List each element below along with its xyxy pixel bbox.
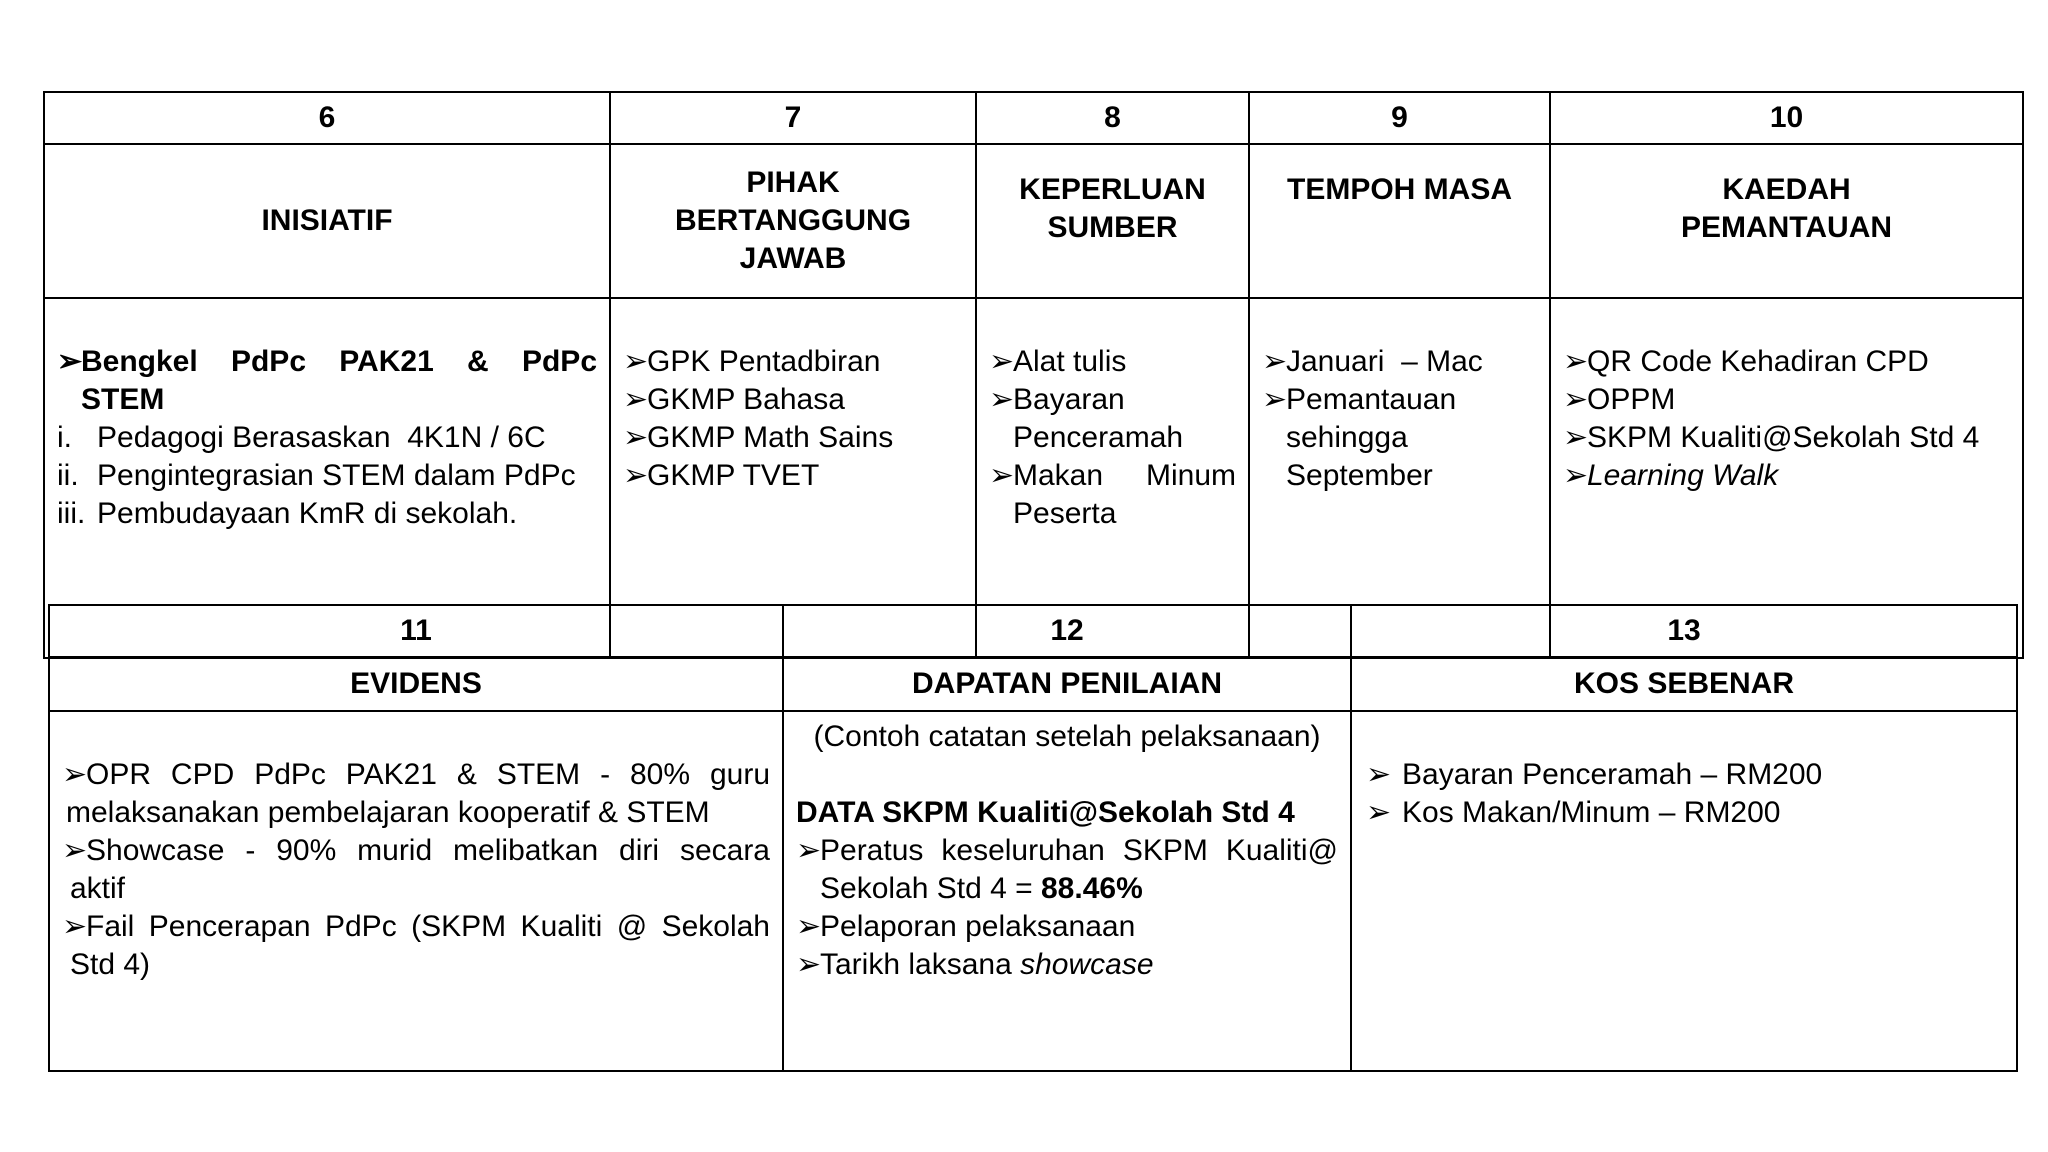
initiative-title: STEM <box>81 383 165 416</box>
arrow-bullet-icon: ➢ <box>623 421 649 454</box>
header-kaedah-pemantauan <box>1550 144 2023 298</box>
header-inisiatif <box>44 144 610 298</box>
list-item <box>1563 419 2010 457</box>
list-item <box>1563 343 2010 381</box>
col-number: 11 <box>49 605 783 657</box>
arrow-bullet-icon: ➢ <box>989 345 1015 378</box>
col-number: 13 <box>1351 605 2017 657</box>
header-keperluan-sumber <box>976 144 1249 298</box>
list-item <box>796 832 1338 908</box>
item-text: September <box>1286 459 1433 492</box>
list-item <box>62 832 770 908</box>
column-number-row <box>49 605 2017 657</box>
arrow-bullet-icon: ➢ <box>989 459 1015 492</box>
col-number: 10 <box>1550 92 2023 144</box>
header-text: JAWAB <box>739 242 847 275</box>
item-text: Pengintegrasian STEM dalam PdPc <box>97 459 576 492</box>
item-text: GKMP Math Sains <box>647 421 894 454</box>
list-item <box>62 756 770 794</box>
list-item <box>1563 457 2010 495</box>
cell-dapatan <box>783 711 1351 1071</box>
item-text: Alat tulis <box>1013 345 1127 378</box>
header-tempoh-masa <box>1249 144 1550 298</box>
arrow-bullet-icon: ➢ <box>796 910 822 943</box>
item-text: Kos Makan/Minum – RM200 <box>1402 796 1781 829</box>
item-numeral: ii. <box>57 459 79 492</box>
arrow-bullet-icon: ➢ <box>989 383 1015 416</box>
arrow-bullet-icon: ➢ <box>1366 796 1392 829</box>
cell-evidens <box>49 711 783 1071</box>
item-text: aktif <box>70 872 126 905</box>
header-text: PIHAK <box>746 166 840 199</box>
item-text: Makan Minum <box>1013 459 1236 492</box>
item-text: OPR CPD PdPc PAK21 & STEM - 80% guru <box>86 758 770 791</box>
list-item <box>989 457 1236 533</box>
item-text: OPPM <box>1587 383 1676 416</box>
arrow-bullet-icon: ➢ <box>1563 345 1589 378</box>
col-number: 12 <box>783 605 1351 657</box>
item-text: GKMP TVET <box>647 459 820 492</box>
item-text: Bayaran <box>1013 383 1125 416</box>
item-text: Std 4) <box>70 948 151 981</box>
arrow-bullet-icon: ➢ <box>62 758 88 791</box>
col-number: 8 <box>976 92 1249 144</box>
arrow-bullet-icon: ➢ <box>1563 459 1589 492</box>
arrow-bullet-icon: ➢ <box>796 834 822 867</box>
list-item <box>989 343 1236 381</box>
item-text: SKPM Kualiti@Sekolah Std 4 <box>1587 421 1980 454</box>
item-text: QR Code Kehadiran CPD <box>1587 345 1929 378</box>
arrow-bullet-icon: ➢ <box>623 459 649 492</box>
item-text: Penceramah <box>1013 421 1184 454</box>
item-text: Pembudayaan KmR di sekolah. <box>97 497 518 530</box>
header-text: KAEDAH <box>1722 173 1851 206</box>
list-item <box>57 343 597 419</box>
list-item <box>1366 794 2004 832</box>
item-text: Januari – Mac <box>1286 345 1483 378</box>
list-item <box>57 419 597 457</box>
item-text: GPK Pentadbiran <box>647 345 881 378</box>
list-item <box>796 946 1338 984</box>
item-numeral: i. <box>57 421 72 454</box>
item-text: Peserta <box>1013 497 1117 530</box>
item-text: Showcase - 90% murid melibatkan diri secara <box>86 834 770 867</box>
item-text: Learning Walk <box>1587 459 1779 492</box>
header-row <box>44 144 2023 298</box>
arrow-bullet-icon: ➢ <box>62 834 88 867</box>
item-text: sehingga <box>1286 421 1408 454</box>
item-text: Fail Pencerapan PdPc (SKPM Kualiti @ Sekolah <box>86 910 770 943</box>
item-text <box>820 870 1338 908</box>
item-numeral: iii. <box>57 497 86 530</box>
list-item <box>1563 381 2010 419</box>
header-text: BERTANGGUNG <box>674 204 912 237</box>
arrow-bullet-icon: ➢ <box>796 948 822 981</box>
header-text: PEMANTAUAN <box>1680 211 1893 244</box>
header-text: SUMBER <box>1047 211 1178 244</box>
percentage-value: 88.46% <box>1041 872 1143 905</box>
header-dapatan-penilaian: DAPATAN PENILAIAN <box>783 657 1351 711</box>
list-item <box>57 495 597 533</box>
list-item <box>1366 756 2004 794</box>
list-item <box>1262 343 1537 381</box>
header-kos-sebenar: KOS SEBENAR <box>1351 657 2017 711</box>
arrow-bullet-icon: ➢ <box>1262 345 1288 378</box>
col-number: 6 <box>44 92 610 144</box>
spacer <box>796 756 1338 794</box>
list-item <box>623 343 963 381</box>
list-item <box>623 457 963 495</box>
list-item <box>62 908 770 984</box>
header-text: INISIATIF <box>261 204 393 237</box>
item-text: GKMP Bahasa <box>647 383 845 416</box>
arrow-bullet-icon: ➢ <box>623 345 649 378</box>
item-text: showcase <box>1020 948 1154 981</box>
header-row <box>49 657 2017 711</box>
item-text: Peratus keseluruhan SKPM Kualiti@ <box>820 834 1338 867</box>
data-title: DATA SKPM Kualiti@Sekolah Std 4 <box>796 796 1295 829</box>
cell-kos <box>1351 711 2017 1071</box>
note-text: (Contoh catatan setelah pelaksanaan) <box>813 720 1321 753</box>
content-row <box>49 711 2017 1071</box>
item-text: Sekolah Std 4 = <box>820 872 1041 905</box>
plan-table-bottom <box>48 604 2018 1072</box>
header-text: TEMPOH MASA <box>1287 173 1512 206</box>
list-item <box>796 908 1338 946</box>
item-text: Bayaran Penceramah – RM200 <box>1402 758 1823 791</box>
item-text: Pedagogi Berasaskan 4K1N / 6C <box>97 421 546 454</box>
item-text: Pelaporan pelaksanaan <box>820 910 1136 943</box>
arrow-bullet-icon: ➢ <box>1366 758 1392 791</box>
plan-table-top <box>43 91 2024 659</box>
arrow-bullet-icon: ➢ <box>1262 383 1288 416</box>
list-item <box>57 457 597 495</box>
header-text: KEPERLUAN <box>1019 173 1206 206</box>
item-text: Pemantauan <box>1286 383 1457 416</box>
col-number: 9 <box>1249 92 1550 144</box>
list-item <box>623 419 963 457</box>
header-pihak-bertanggung-jawab <box>610 144 976 298</box>
col-number: 7 <box>610 92 976 144</box>
arrow-bullet-icon: ➢ <box>623 383 649 416</box>
initiative-title: Bengkel PdPc PAK21 & PdPc <box>81 345 597 378</box>
list-item <box>989 381 1236 457</box>
item-text: Tarikh laksana <box>820 948 1021 981</box>
arrow-bullet-icon: ➢ <box>62 910 88 943</box>
list-item <box>1262 381 1537 495</box>
arrow-bullet-icon: ➢ <box>57 345 83 378</box>
item-text: melaksanakan pembelajaran kooperatif & STEM <box>66 796 710 829</box>
list-item <box>623 381 963 419</box>
header-evidens: EVIDENS <box>49 657 783 711</box>
arrow-bullet-icon: ➢ <box>1563 383 1589 416</box>
arrow-bullet-icon: ➢ <box>1563 421 1589 454</box>
column-number-row <box>44 92 2023 144</box>
